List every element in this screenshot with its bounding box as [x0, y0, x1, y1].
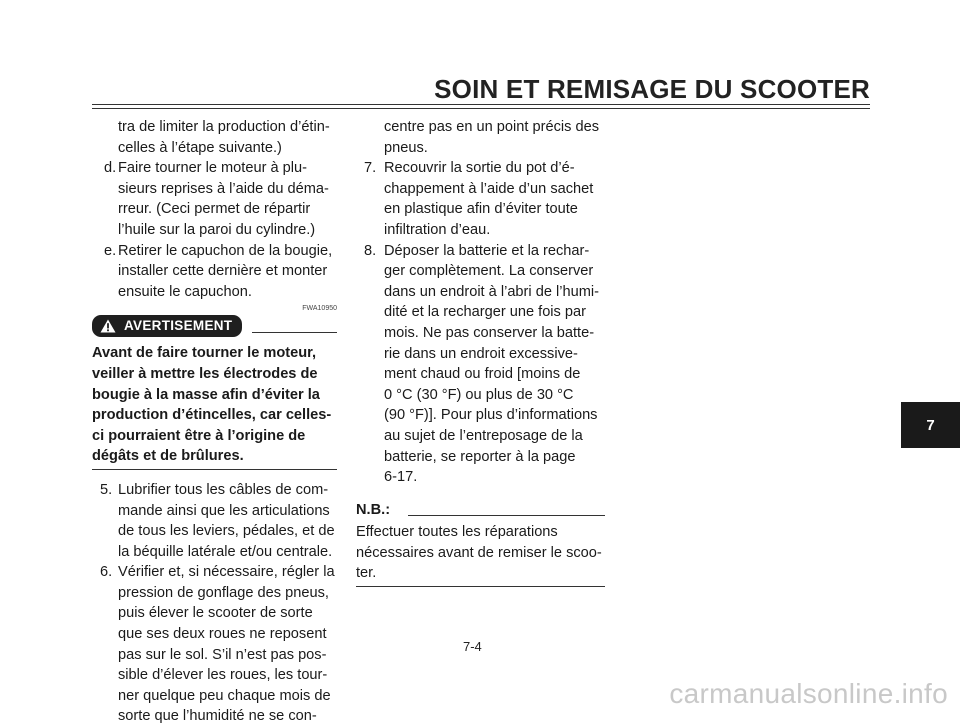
text-line: pression de gonflage des pneus, — [118, 584, 329, 601]
text-line: pas sur le sol. S’il n’est pas pos- — [118, 646, 327, 663]
text-line: (90 °F)]. Pour plus d’informations — [384, 407, 598, 424]
item-text — [118, 562, 337, 727]
right-column — [356, 117, 605, 587]
item-text — [384, 241, 605, 488]
text-line: ter. — [356, 565, 377, 582]
text-line: celles à l’étape suivante.) — [118, 139, 282, 156]
chapter-tab: 7 — [901, 402, 960, 448]
warning-badge — [92, 315, 242, 337]
text-line: ger complètement. La conserver — [384, 263, 594, 280]
text-line: chappement à l’aide d’un sachet — [384, 180, 594, 197]
text-line: Faire tourner le moteur à plu- — [118, 160, 307, 177]
text-line: ment chaud ou froid [moins de — [384, 366, 581, 383]
text-line: rreur. (Ceci permet de répartir — [118, 201, 311, 218]
item-text — [118, 480, 337, 562]
nb-rule — [408, 515, 605, 516]
text-line: de tous les leviers, pédales, et de — [118, 523, 335, 540]
page-header-title: SOIN ET REMISAGE DU SCOOTER — [434, 74, 870, 104]
page-number: 7-4 — [463, 639, 482, 654]
text-line: Lubrifier tous les câbles de com- — [118, 481, 329, 498]
text-line: nécessaires avant de remiser le scoo- — [356, 544, 602, 561]
text-line: Retirer le capuchon de la bougie, — [118, 242, 333, 259]
nb-label: N.B.: — [356, 501, 391, 518]
text-line: mande ainsi que les articulations — [118, 502, 330, 519]
text-line: installer cette dernière et monter — [118, 263, 328, 280]
item-number: e. — [104, 242, 117, 259]
text-line: ensuite le capuchon. — [118, 283, 252, 300]
text-line: 6-17. — [384, 469, 418, 486]
item-number: 5. — [100, 481, 113, 498]
list-item-7 — [364, 158, 605, 240]
text-line: Recouvrir la sortie du pot d’é- — [384, 160, 575, 177]
item-number: 6. — [100, 564, 113, 581]
text-line: pneus. — [384, 139, 428, 156]
list-item-d — [104, 158, 337, 240]
item-text — [384, 158, 605, 240]
watermark: carmanualsonline.info — [669, 678, 948, 709]
list-item-6 — [100, 562, 337, 727]
warning-header — [92, 315, 337, 337]
header-rule — [92, 104, 870, 105]
text-line: sieurs reprises à l’aide du déma- — [118, 180, 329, 197]
text-line: puis élever le scooter de sorte — [118, 605, 313, 622]
list-item-8 — [364, 241, 605, 488]
warning-triangle-icon — [100, 319, 116, 333]
text-line: dans un endroit à l’abri de l’humi- — [384, 283, 599, 300]
text-line: bougie à la masse afin d’éviter la — [92, 386, 320, 403]
left-intro — [92, 117, 337, 158]
text-line: tra de limiter la production d’étin- — [118, 119, 330, 135]
warning-code: FWA10950 — [302, 305, 337, 313]
item-text — [118, 241, 337, 303]
text-line: 0 °C (30 °F) ou plus de 30 °C — [384, 386, 574, 403]
text-line: centre pas en un point précis des — [384, 119, 599, 135]
item-number: 8. — [364, 242, 377, 259]
text-line: l’huile sur la paroi du cylindre.) — [118, 221, 316, 238]
warning-rule — [252, 332, 337, 333]
item-text — [118, 158, 337, 240]
right-intro — [356, 117, 605, 158]
text-line: Avant de faire tourner le moteur, — [92, 345, 317, 362]
text-line: production d’étincelles, car celles- — [92, 407, 332, 424]
text-line: batterie, se reporter à la page — [384, 448, 576, 465]
list-item-5 — [100, 480, 337, 562]
text-line: que ses deux roues ne reposent — [118, 626, 327, 643]
warning-label: AVERTISEMENT — [124, 318, 233, 334]
warning-text — [92, 343, 337, 470]
header-rule-thin — [92, 108, 870, 109]
text-line: Vérifier et, si nécessaire, régler la — [118, 564, 335, 581]
text-line: ci pourraient être à l’origine de — [92, 427, 306, 444]
text-line: rie dans un endroit excessive- — [384, 345, 578, 362]
text-line: sible d’élever les roues, les tour- — [118, 667, 328, 684]
item-number: d. — [104, 160, 117, 177]
text-line: au sujet de l’entreposage de la — [384, 427, 583, 444]
text-line: en plastique afin d’éviter toute — [384, 201, 578, 218]
text-line: ner quelque peu chaque mois de — [118, 687, 331, 704]
list-item-e — [104, 241, 337, 303]
nb-header — [356, 500, 605, 521]
item-number: 7. — [364, 160, 377, 177]
nb-text — [356, 522, 605, 587]
text-line: Déposer la batterie et la rechar- — [384, 242, 590, 259]
text-line: mois. Ne pas conserver la batte- — [384, 324, 595, 341]
text-line: veiller à mettre les électrodes de — [92, 365, 318, 382]
text-line: sorte que l’humidité ne se con- — [118, 708, 317, 725]
text-line: la béquille latérale et/ou centrale. — [118, 543, 333, 560]
left-column — [92, 117, 337, 727]
text-line: dité et la recharger une fois par — [384, 304, 586, 321]
text-line: infiltration d’eau. — [384, 221, 491, 238]
text-line: dégâts et de brûlures. — [92, 448, 244, 465]
text-line: Effectuer toutes les réparations — [356, 524, 558, 541]
